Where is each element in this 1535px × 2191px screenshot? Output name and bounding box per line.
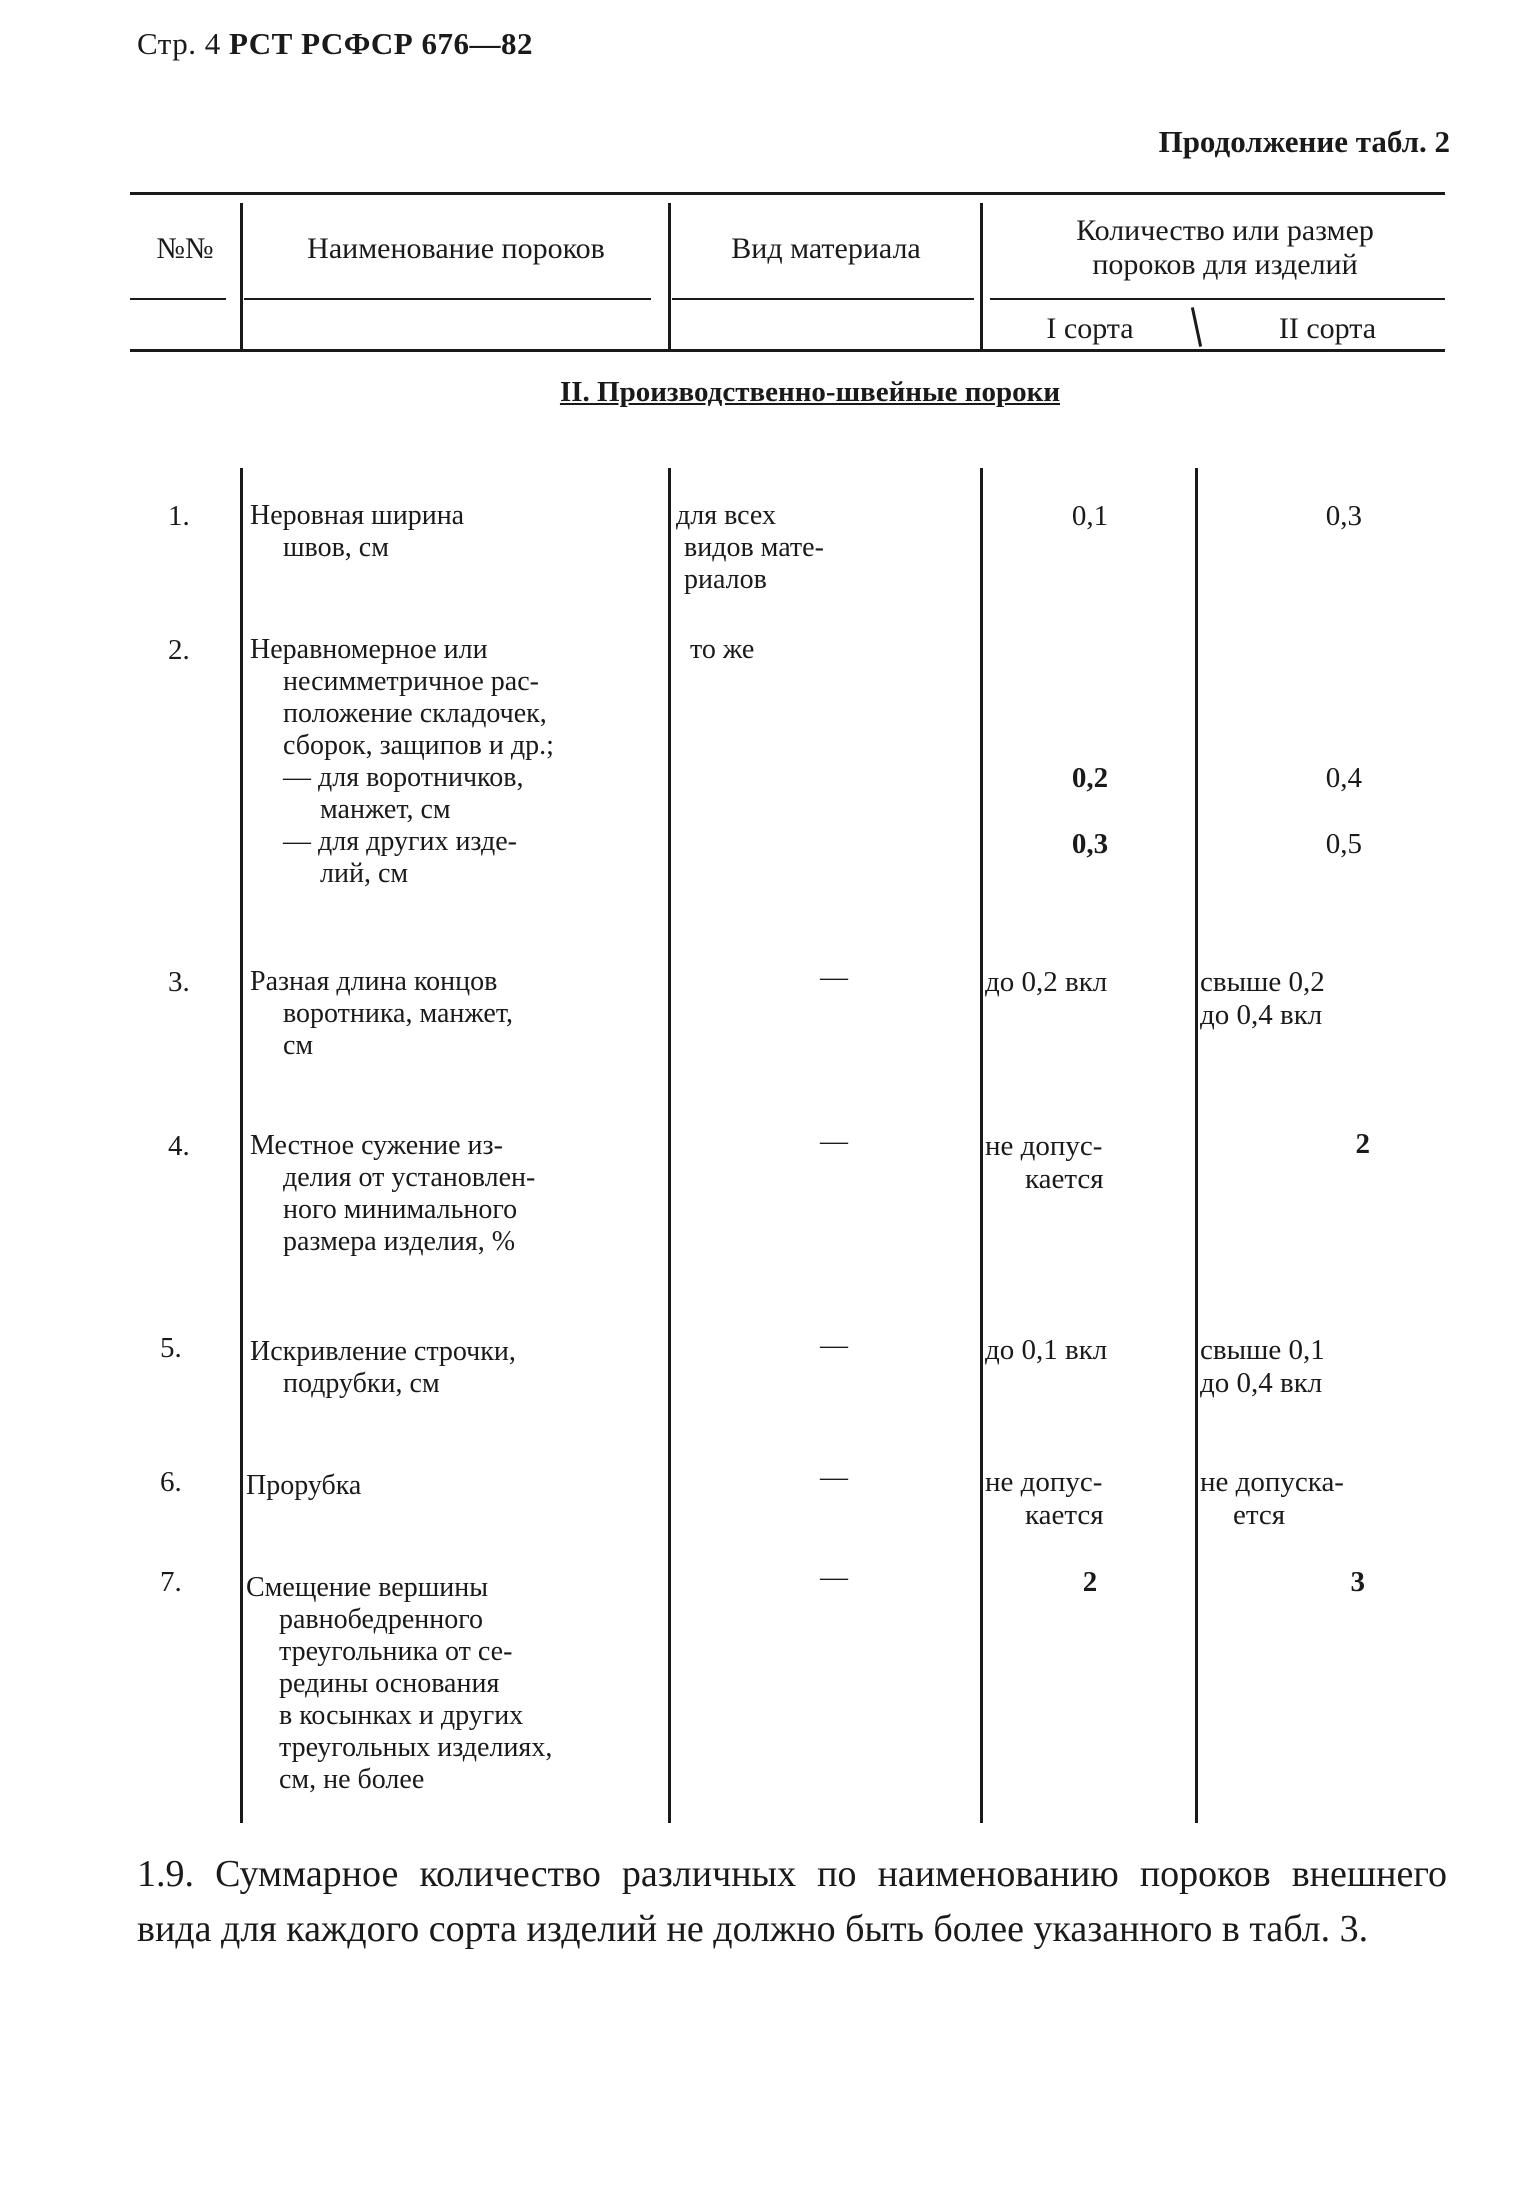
grade1-value: 0,2	[1071, 762, 1109, 794]
defect-name: Искривление строчки, подрубки, см	[250, 1336, 516, 1399]
header-bottom-rule	[130, 349, 1445, 352]
defect-name: Смещение вершины равнобедренного треугольника от се- редины основания в косынках и других треугольных изделиях, см, не более	[246, 1572, 553, 1795]
table-continuation-label: Продолжение табл. 2	[1158, 124, 1450, 159]
grade1-value: 2	[1082, 1566, 1098, 1598]
header-rule-material	[672, 298, 974, 300]
defect-name: Местное сужение из- делия от установлен- ного минимального размера изделия, %	[250, 1130, 536, 1257]
row-number: 4.	[168, 1130, 190, 1162]
header-vline-3	[980, 203, 983, 349]
material-type: —	[820, 1562, 848, 1593]
grade2-value: свыше 0,2 до 0,4 вкл	[1200, 966, 1325, 1031]
defect-name: Неровная ширина швов, см	[250, 500, 465, 563]
row-number: 2.	[168, 634, 190, 666]
body-vline-3	[980, 468, 983, 1823]
header-rule-num	[130, 298, 226, 300]
table-top-rule	[130, 192, 1445, 195]
col-header-name: Наименование пороков	[307, 232, 605, 265]
material-type: —	[820, 1462, 848, 1493]
row-number: 6.	[160, 1466, 182, 1498]
material-type: —	[820, 1330, 848, 1361]
col-header-material: Вид материала	[731, 232, 921, 265]
defect-name: Прорубка	[246, 1470, 362, 1501]
grade1-value: не допус- кается	[985, 1130, 1104, 1195]
row-number: 1.	[168, 500, 190, 532]
header-vline-grade	[1191, 307, 1202, 347]
page-header	[137, 26, 533, 62]
grade2-value: свыше 0,1 до 0,4 вкл	[1200, 1334, 1325, 1399]
page-number: Стр. 4	[137, 26, 221, 61]
material-type: то же	[690, 634, 755, 665]
material-type: —	[820, 962, 848, 993]
header-rule-name	[244, 298, 651, 300]
header-vline-1	[240, 203, 243, 349]
grade2-value: не допуска- ется	[1200, 1466, 1344, 1531]
grade1-value: 0,3	[1071, 828, 1109, 860]
row-number: 3.	[168, 966, 190, 998]
standard-code: РСТ РСФСР 676—82	[228, 26, 533, 61]
defect-name: Разная длина концов воротника, манжет, см	[250, 966, 513, 1061]
header-rule-quantity	[990, 298, 1445, 300]
note-paragraph: 1.9. Суммарное количество различных по наименованию пороков внешнего вида для каждого сорта изделий не должно быть более указанного в табл. 3.	[137, 1853, 1447, 1950]
row-number: 7.	[160, 1566, 182, 1598]
body-vline-1	[240, 468, 243, 1823]
grade2-value: 0,3	[1325, 500, 1362, 532]
grade1-value: до 0,2 вкл	[985, 966, 1108, 998]
grade1-value: 0,1	[1071, 500, 1109, 532]
grade2-value: 0,4	[1325, 762, 1362, 794]
body-vline-4	[1195, 468, 1198, 1823]
section-title: II. Производственно-швейные пороки	[559, 376, 1061, 408]
row-number: 5.	[160, 1332, 182, 1364]
grade2-value: 0,5	[1325, 828, 1362, 860]
col-header-grade2: II сорта	[1278, 312, 1377, 345]
col-header-grade1: I сорта	[1046, 312, 1134, 345]
col-header-num: №№	[156, 232, 214, 265]
header-vline-2	[668, 203, 671, 349]
col-header-quantity: Количество или размер пороков для изделий	[1076, 214, 1374, 281]
defect-name: Неравномерное или несимметричное рас- положение складочек, сборок, защипов и др.; — для воротничков, манжет, см — для других изде- лий, см	[250, 634, 554, 889]
grade2-value: 2	[1355, 1128, 1370, 1160]
grade1-value: до 0,1 вкл	[985, 1334, 1108, 1366]
material-type: для всех видов мате- риалов	[676, 500, 824, 595]
grade2-value: 3	[1350, 1566, 1365, 1598]
material-type: —	[820, 1126, 848, 1157]
grade1-value: не допус- кается	[985, 1466, 1104, 1531]
